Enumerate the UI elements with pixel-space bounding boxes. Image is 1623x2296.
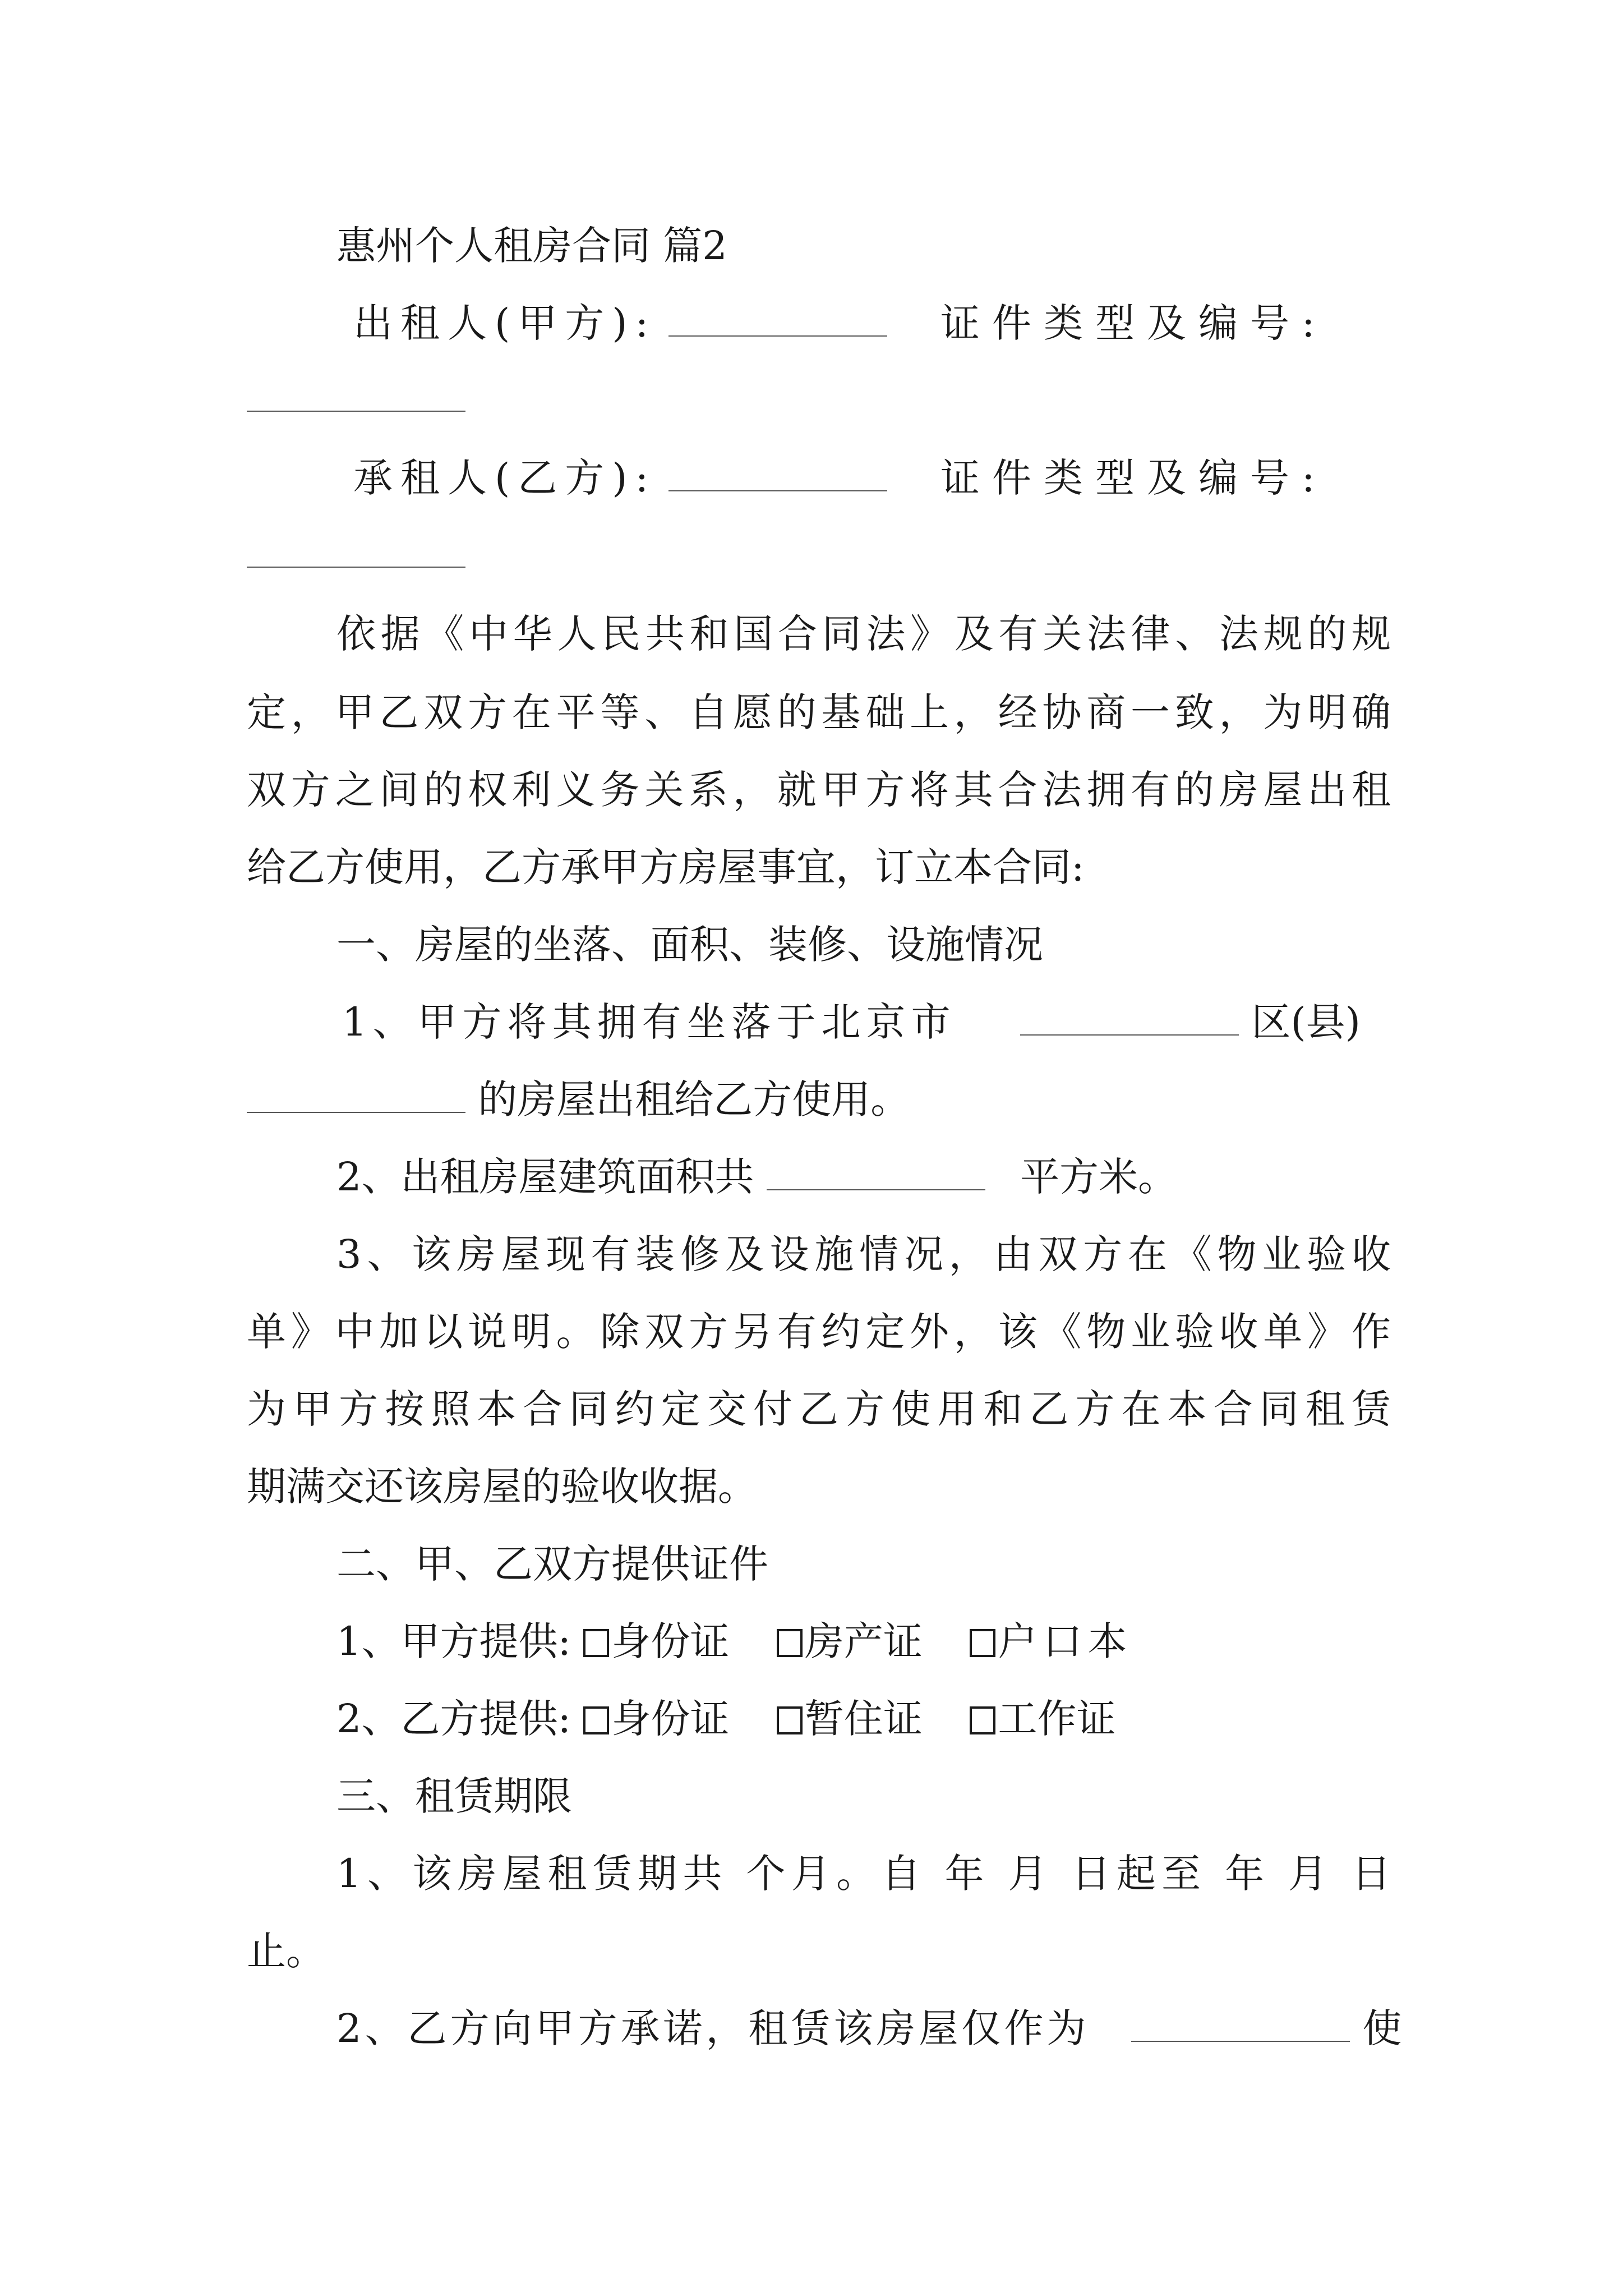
lessor-name-blank: [668, 306, 887, 337]
purpose-blank: [1131, 2012, 1350, 2042]
district-suffix: 区(县): [1251, 999, 1361, 1045]
section1-item3-line1: 3、该房屋现有装修及设施情况，由双方在《物业验收: [336, 1231, 1391, 1277]
intro-line-1: 依据《中华人民共和国合同法》及有关法律、法规的规: [336, 611, 1391, 657]
intro-line-3: 双方之间的权利义务关系，就甲方将其合法拥有的房屋出租: [247, 767, 1391, 813]
section1-heading: 一、房屋的坐落、面积、装修、设施情况: [336, 922, 1043, 968]
title-text: 惠州个人租房合同 篇2: [336, 223, 727, 269]
area-blank: [767, 1160, 985, 1190]
option-id-card-b: 身份证: [611, 1696, 730, 1742]
section1-item3-line4: 期满交还该房屋的验收收据。: [247, 1464, 757, 1510]
section2-item1: [336, 1608, 1481, 1675]
option-household-register: 户口本: [998, 1618, 1133, 1664]
checkbox-property-cert[interactable]: [777, 1629, 803, 1657]
checkbox-work-permit[interactable]: [970, 1706, 995, 1734]
item1-line2-text: 的房屋出租给乙方使用。: [478, 1076, 910, 1122]
checkbox-household-register[interactable]: [970, 1629, 995, 1657]
lessor-id-label: 证件类型及编号:: [940, 300, 1327, 346]
section1-item3-line2: 单》中加以说明。除双方另有约定外，该《物业验收单》作: [247, 1309, 1391, 1355]
lessee-id-label: 证件类型及编号:: [940, 455, 1327, 501]
party-b-provides-label: 2、乙方提供:: [336, 1696, 571, 1742]
area-unit: 平方米。: [1020, 1154, 1178, 1200]
lessee-label: 承租人(乙方):: [353, 455, 657, 501]
item1-location-text: 1、甲方将其拥有坐落于北京市: [342, 999, 956, 1045]
lessor-line: [353, 289, 1391, 357]
lessor-label: 出租人(甲方):: [353, 300, 657, 346]
checkbox-temp-residence[interactable]: [777, 1706, 803, 1734]
checkbox-id-card-b[interactable]: [583, 1706, 609, 1734]
lessee-id-blank: [247, 567, 465, 568]
section2-item2: [336, 1685, 1481, 1752]
section2-heading: 二、甲、乙双方提供证件: [336, 1541, 768, 1587]
party-a-provides-label: 1、甲方提供:: [336, 1618, 571, 1664]
area-label: 2、出租房屋建筑面积共: [336, 1154, 754, 1200]
section3-item2: [336, 1995, 1402, 2062]
section1-item2: [336, 1143, 1481, 1211]
section1-item3-line3: 为甲方按照本合同约定交付乙方使用和乙方在本合同租赁: [247, 1386, 1391, 1432]
section1-item1-line2: [247, 1066, 1391, 1133]
intro-line-4: 给乙方使用，乙方承甲方房屋事宜，订立本合同:: [247, 844, 1085, 890]
section3-heading: 三、租赁期限: [336, 1773, 572, 1819]
checkbox-id-card-a[interactable]: [583, 1629, 609, 1657]
intro-line-2: 定，甲乙双方在平等、自愿的基础上，经协商一致，为明确: [247, 689, 1391, 735]
address-blank: [247, 1083, 465, 1113]
option-id-card-a: 身份证: [611, 1618, 730, 1664]
section3-item1-line1: 1、该房屋租赁期共 个月。自 年 月 日起至 年 月 日: [336, 1851, 1391, 1897]
option-property-cert: 房产证: [804, 1618, 923, 1664]
option-work-permit: 工作证: [998, 1696, 1116, 1742]
lessee-name-blank: [668, 461, 887, 491]
document-title: [336, 212, 1481, 279]
district-blank: [1020, 1005, 1239, 1036]
purpose-label: 2、乙方向甲方承诺，租赁该房屋仅作为: [336, 2005, 1090, 2051]
purpose-suffix: 使: [1362, 2005, 1402, 2051]
option-temp-residence: 暂住证: [804, 1696, 923, 1742]
lessor-id-blank: [247, 411, 465, 412]
lessee-line: [353, 444, 1391, 512]
section1-item1-line1: [342, 988, 1391, 1056]
section3-item1-line2: 止。: [247, 1928, 325, 1974]
